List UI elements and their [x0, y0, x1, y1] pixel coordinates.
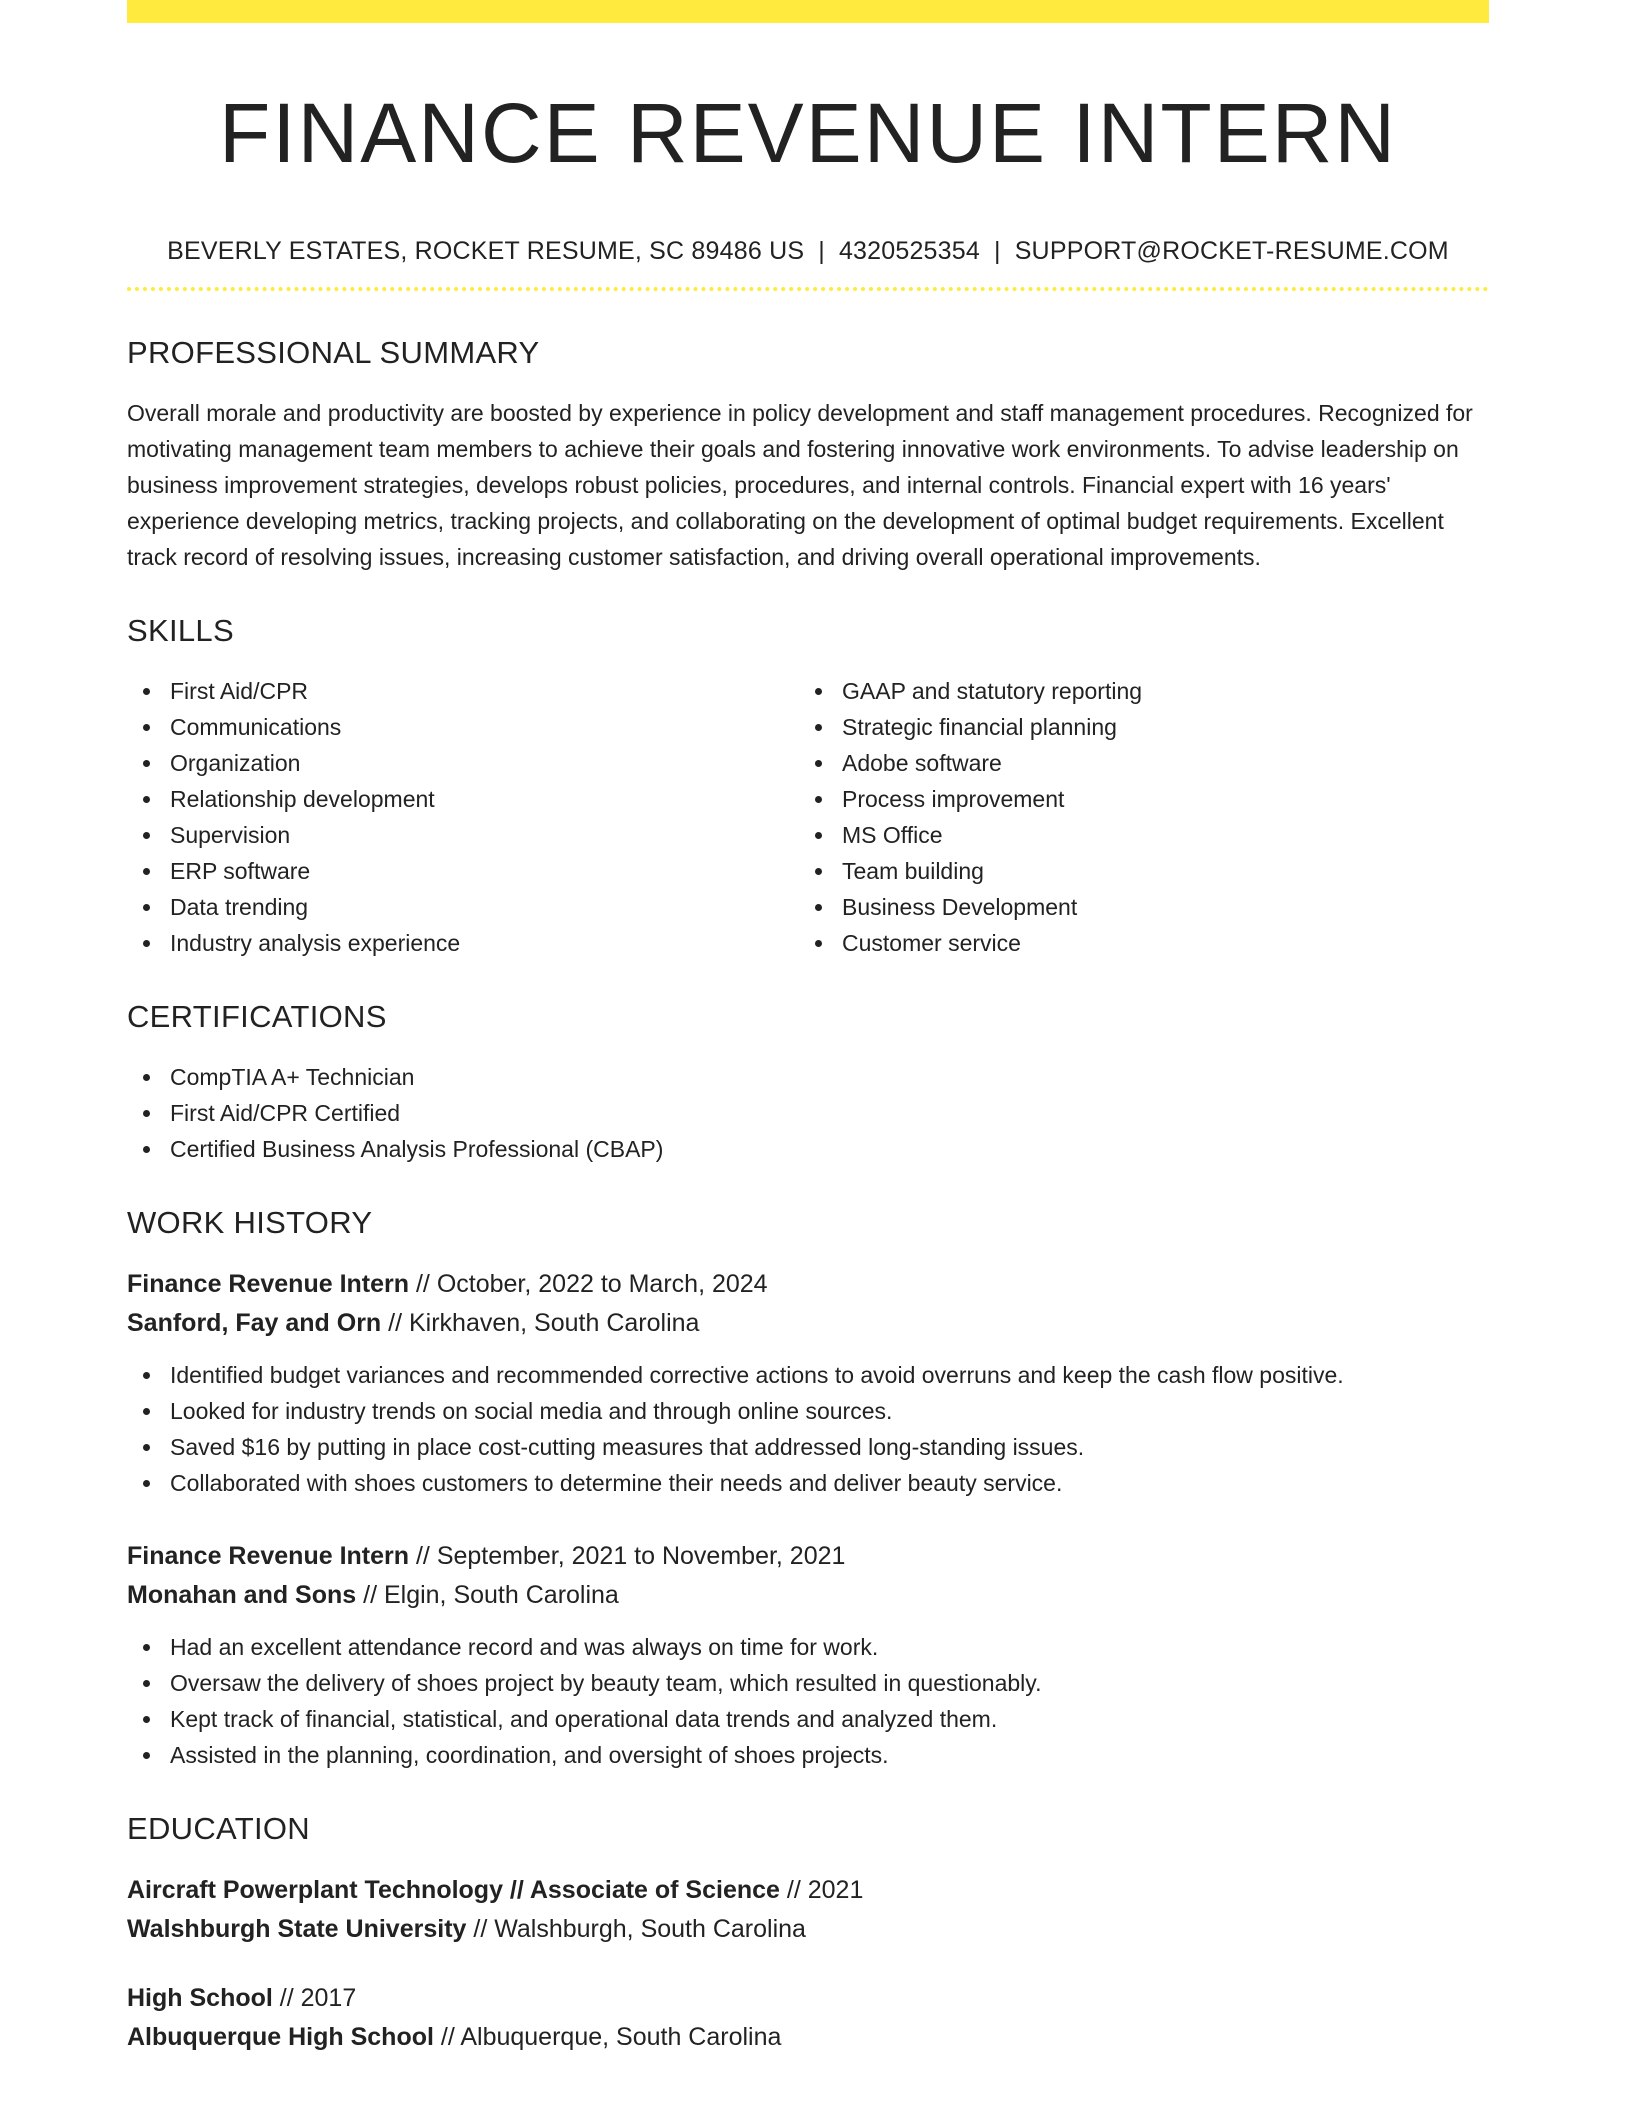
list-item: CompTIA A+ Technician — [127, 1059, 1489, 1095]
school-line — [127, 1910, 1489, 1949]
separator: | — [993, 237, 1001, 265]
list-item: Business Development — [799, 889, 1471, 925]
school-location: // Walshburgh, South Carolina — [466, 1915, 806, 1943]
education-entry — [127, 1871, 1489, 1949]
list-item: Supervision — [127, 817, 799, 853]
dotted-divider — [127, 287, 1489, 291]
job-title-line — [127, 1537, 1489, 1576]
school: Albuquerque High School — [127, 2023, 434, 2051]
list-item: Looked for industry trends on social media and through online sources. — [127, 1393, 1489, 1429]
contact-line — [127, 235, 1489, 267]
list-item: Strategic financial planning — [799, 709, 1471, 745]
job-dates: // October, 2022 to March, 2024 — [409, 1270, 768, 1298]
resume-name: FINANCE REVENUE INTERN — [218, 86, 1398, 180]
graduation-year: // 2017 — [272, 1984, 357, 2012]
certifications-heading: CERTIFICATIONS — [127, 999, 387, 1034]
job-entry — [127, 1537, 1489, 1773]
skills-left-list — [127, 673, 799, 961]
job-location: // Elgin, South Carolina — [356, 1581, 619, 1609]
job-title: Finance Revenue Intern — [127, 1270, 410, 1298]
job-location: // Kirkhaven, South Carolina — [381, 1309, 700, 1337]
email: SUPPORT@ROCKET-RESUME.COM — [1014, 237, 1449, 265]
separator: | — [818, 237, 825, 265]
work-history-heading: WORK HISTORY — [127, 1205, 373, 1240]
job-company-line — [127, 1576, 1489, 1615]
education-heading: EDUCATION — [127, 1811, 310, 1846]
school: Walshburgh State University — [127, 1915, 467, 1943]
accent-bar — [127, 0, 1489, 23]
list-item: Communications — [127, 709, 799, 745]
list-item: Saved $16 by putting in place cost-cutting measures that addressed long-standing issues. — [127, 1429, 1489, 1465]
list-item: ERP software — [127, 853, 799, 889]
list-item: Had an excellent attendance record and was always on time for work. — [127, 1629, 1489, 1665]
job-company: Monahan and Sons — [127, 1581, 357, 1609]
list-item: MS Office — [799, 817, 1471, 853]
list-item: First Aid/CPR Certified — [127, 1095, 1489, 1131]
job-company-line — [127, 1304, 1489, 1343]
list-item: GAAP and statutory reporting — [799, 673, 1471, 709]
list-item: Assisted in the planning, coordination, and oversight of shoes projects. — [127, 1737, 1489, 1773]
address: BEVERLY ESTATES, ROCKET RESUME, SC 89486 US — [167, 237, 805, 265]
degree-line — [127, 1979, 1489, 2018]
job-title-line — [127, 1265, 1489, 1304]
list-item: Team building — [799, 853, 1471, 889]
resume-page — [127, 0, 1489, 2057]
list-item: Organization — [127, 745, 799, 781]
education-entry — [127, 1979, 1489, 2057]
list-item: Industry analysis experience — [127, 925, 799, 961]
school-line — [127, 2018, 1489, 2057]
list-item: Identified budget variances and recommended corrective actions to avoid overruns and keep the cash flow positive. — [127, 1357, 1489, 1393]
skills-columns — [127, 673, 1489, 961]
list-item: Process improvement — [799, 781, 1471, 817]
school-location: // Albuquerque, South Carolina — [433, 2023, 782, 2051]
summary-heading: PROFESSIONAL SUMMARY — [127, 335, 540, 370]
degree: High School — [127, 1984, 273, 2012]
job-dates: // September, 2021 to November, 2021 — [409, 1542, 846, 1570]
phone: 4320525354 — [838, 237, 980, 265]
certifications-list — [127, 1059, 1489, 1167]
job-title: Finance Revenue Intern — [127, 1542, 410, 1570]
graduation-year: // 2021 — [779, 1876, 864, 1904]
summary-text: Overall morale and productivity are boosted by experience in policy development and staff management procedures. Recognized for motivating management team members to achieve their goals and fostering innovative work environments. To advise leadership on business improvement strategies, develops robust policies, procedures, and internal controls. Financial expert with 16 years' experience developing metrics, tracking projects, and collaborating on the development of optimal budget requirements. Excellent track record of resolving issues, increasing customer satisfaction, and driving overall operational improvements. — [127, 400, 1473, 570]
job-bullets — [127, 1357, 1489, 1501]
skills-heading: SKILLS — [127, 613, 234, 648]
degree: Aircraft Powerplant Technology // Associate of Science — [127, 1876, 780, 1904]
list-item: Collaborated with shoes customers to determine their needs and deliver beauty service. — [127, 1465, 1489, 1501]
degree-line — [127, 1871, 1489, 1910]
list-item: Data trending — [127, 889, 799, 925]
list-item: Kept track of financial, statistical, and operational data trends and analyzed them. — [127, 1701, 1489, 1737]
list-item: Customer service — [799, 925, 1471, 961]
list-item: Adobe software — [799, 745, 1471, 781]
list-item: Relationship development — [127, 781, 799, 817]
list-item: Oversaw the delivery of shoes project by beauty team, which resulted in questionably. — [127, 1665, 1489, 1701]
list-item: Certified Business Analysis Professional (CBAP) — [127, 1131, 1489, 1167]
job-bullets — [127, 1629, 1489, 1773]
job-entry — [127, 1265, 1489, 1501]
job-company: Sanford, Fay and Orn — [127, 1309, 382, 1337]
list-item: First Aid/CPR — [127, 673, 799, 709]
skills-right-list — [799, 673, 1471, 961]
